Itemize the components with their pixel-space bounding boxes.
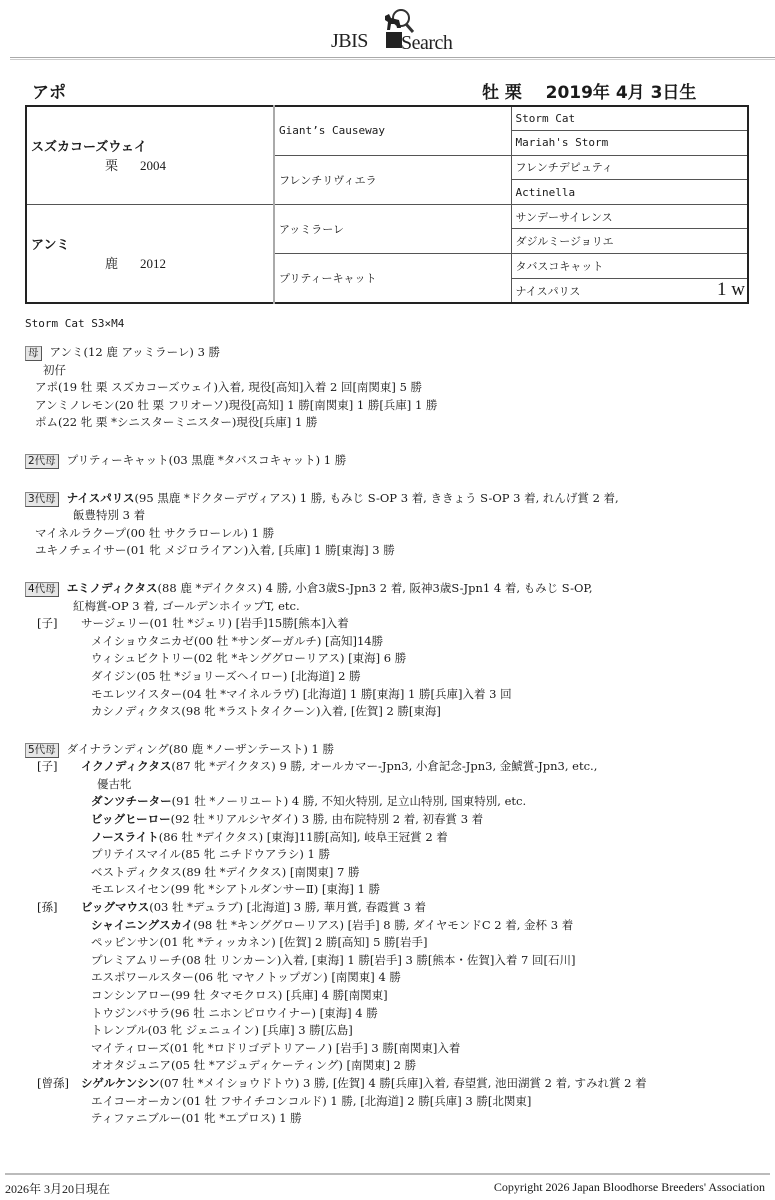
offspring-item: カシノディクタス(98 牝 *ラストタイクーン)入着, [佐賀] 2 勝[東海]	[91, 704, 441, 719]
horse-name: イクノディクタス	[81, 759, 172, 774]
horse-name: トレンブル	[91, 1023, 148, 1038]
offspring-item: ダイジン(05 牡 *ジョリーズヘイロー) [北海道] 2 勝	[91, 668, 361, 683]
child-item	[25, 881, 765, 899]
fourth-dam-name: エミノディクタス	[66, 580, 158, 595]
grandchild-item	[25, 952, 765, 970]
grandchild-item	[25, 1022, 765, 1040]
great-grandparent-cell[interactable]: フレンチデピュティ	[511, 155, 748, 180]
horse-record: (01 牝 *ロドリゴデトリアーノ) [岩手] 3 勝[南関東]入着	[169, 1040, 461, 1055]
sire-cell[interactable]	[26, 106, 274, 204]
horse-name: シゲルケンシン	[81, 1075, 160, 1090]
horse-record: (92 牡 *リアルシヤダイ) 3 勝, 由布院特別 2 着, 初春賞 3 着	[170, 812, 484, 827]
horse-record: (99 牝 *シアトルダンサーⅡ) [東海] 1 勝	[170, 882, 380, 897]
horse-record: (05 牡 *アジュディケーティング) [南関東] 2 勝	[170, 1058, 417, 1073]
grandparent-cell[interactable]: フレンチリヴィエラ	[274, 155, 511, 204]
horse-sex: 牡	[482, 83, 499, 103]
horse-name: ダンツチーター	[91, 794, 172, 809]
horse-profile	[482, 78, 696, 103]
sire-details	[31, 155, 273, 174]
third-dam-section	[25, 490, 765, 560]
horse-record: (89 牡 *デイクタス) [南関東] 7 勝	[181, 864, 360, 879]
second-dam-line: プリティーキャット(03 黒鹿 *タバスコキャット) 1 勝	[66, 452, 347, 467]
sire-name[interactable]: スズカコーズウェイ	[31, 140, 147, 156]
horse-name: ビッグヒーロー	[91, 812, 171, 827]
grandchild-item	[25, 1057, 765, 1075]
copyright: Copyright 2026 Japan Bloodhorse Breeders' Association	[493, 1180, 765, 1194]
dam-year: 2012	[140, 256, 167, 272]
logo-text-jbis: JBIS	[331, 30, 368, 52]
great-grandparent-cell[interactable]: Mariah's Storm	[511, 131, 748, 156]
dam-color: 鹿	[105, 256, 119, 272]
great-grandparent-cell[interactable]: ダジルミージョリエ	[511, 229, 748, 254]
great-grandparent-cell[interactable]: タバスコキャット	[511, 254, 748, 279]
child-item	[25, 758, 765, 776]
horse-name: エスポワールスター	[91, 970, 194, 985]
child-item	[25, 811, 765, 829]
third-dam-name: ナイスパリス	[66, 490, 135, 505]
great-grandchild-item	[25, 1093, 765, 1111]
offspring-item: モエレツイスター(04 牡 *マイネルラヴ) [北海道] 1 勝[東海] 1 勝[兵庫]入着 3 回	[91, 686, 512, 701]
header-divider	[10, 57, 775, 60]
horse-record: (98 牡 *キンググローリアス) [岩手] 8 勝, ダイヤモンドC 2 着, 金杯 3 着	[193, 917, 574, 932]
great-grandparent-cell[interactable]: Storm Cat	[511, 106, 748, 131]
horse-name: ティファニブルー	[91, 1111, 182, 1126]
child-item	[25, 829, 765, 847]
grandparent-cell[interactable]: プリティーキャット	[274, 254, 511, 303]
second-dam-section	[25, 452, 765, 470]
great-grandparent-name[interactable]: ナイスパリス	[515, 285, 581, 299]
horse-record: (99 牡 タマモクロス) [兵庫] 4 勝[南関東]	[170, 988, 388, 1002]
offspring-item: アポ(19 牡 栗 スズカコーズウェイ)入着, 現役[高知]入着 2 回[南関東] 5 勝	[35, 380, 423, 395]
children-tag: [子]	[37, 616, 58, 631]
horse-birthdate: 2019年 4月 3日生	[545, 83, 697, 103]
child-item	[25, 864, 765, 882]
child-item	[25, 793, 765, 811]
horse-name: ビッグマウス	[81, 900, 150, 915]
great-grandparent-cell[interactable]: Actinella	[511, 180, 748, 205]
grandparent-cell[interactable]: アッミラーレ	[274, 204, 511, 253]
fourth-dam-line: (88 鹿 *デイクタス) 4 勝, 小倉3歳S-Jpn3 2 着, 阪神3歳S-Jpn1 4 着, もみじ S-OP,	[157, 580, 593, 595]
inbreeding-note: Storm Cat S3×M4	[25, 317, 125, 330]
footer-divider	[5, 1173, 770, 1175]
horse-record: (96 牡 ニホンピロウイナー) [東海] 4 勝	[170, 1005, 378, 1020]
horse-record: (01 牡 フサイチコンコルド) 1 勝, [北海道] 2 勝[兵庫] 3 勝[北関東]	[182, 1093, 532, 1108]
horse-record: (86 牡 *デイクタス) [東海]11勝[高知], 岐阜王冠賞 2 着	[158, 829, 448, 844]
horse-name: プリテイスマイル	[91, 847, 181, 862]
offspring-item: アンミノレモン(20 牡 栗 フリオーソ)現役[高知] 1 勝[南関東] 1 勝[兵庫] 1 勝	[35, 397, 438, 412]
horse-name: エイコーオーカン	[91, 1093, 183, 1108]
pedigree-table	[25, 105, 749, 304]
logo-text-search: Search	[401, 32, 453, 54]
great-grandparent-cell[interactable]	[511, 278, 748, 303]
offspring-item: サージェリー(01 牡 *ジェリ) [岩手]15勝[熊本]入着	[81, 616, 349, 631]
fifth-dam-descendants	[25, 758, 765, 1127]
fourth-dam-cont: 紅梅賞-OP 3 着, ゴールデンホイップT, etc.	[73, 598, 300, 613]
fifth-dam-badge: 5代母	[25, 743, 59, 758]
horse-name: シャイニングスカイ	[91, 917, 194, 932]
third-dam-line: (95 黒鹿 *ドクターデヴィアス) 1 勝, もみじ S-OP 3 着, ききょう S-OP 3 着, れんげ賞 2 着,	[134, 490, 619, 505]
weight-mark: 1 w	[717, 279, 745, 301]
dam-name[interactable]: アンミ	[31, 238, 70, 254]
grandchild-item	[25, 987, 765, 1005]
fourth-dam-badge: 4代母	[25, 582, 59, 597]
grandchild-item	[25, 917, 765, 935]
offspring-item: ウィシュビクトリー(02 牝 *キンググローリアス) [東海] 6 勝	[91, 651, 407, 666]
great-grandchild-item	[25, 1110, 765, 1128]
child-cont: 優古牝	[97, 776, 132, 791]
horse-record: (85 牝 ニチドウアラシ) 1 勝	[180, 847, 330, 862]
horse-name: ノースライト	[91, 829, 159, 844]
dam-line: アンミ(12 鹿 アッミラーレ) 3 勝	[49, 345, 221, 359]
grandchild-item	[25, 969, 765, 987]
horse-name: ベストディクタス	[91, 864, 182, 879]
second-dam-badge: 2代母	[25, 454, 59, 469]
dam-badge: 母	[25, 346, 42, 361]
great-grandchild-tag: [曾孫]	[37, 1075, 69, 1090]
jbis-search-logo[interactable]	[325, 6, 465, 56]
horse-record: (07 牡 *メイショウドトウ) 3 勝, [佐賀] 4 勝[兵庫]入着, 春望賞, 池田湖賞 2 着, すみれ賞 2 着	[159, 1075, 647, 1090]
great-grandchild-item	[25, 1075, 765, 1093]
horse-name: ペッピンサン	[91, 935, 160, 950]
horse-color: 栗	[504, 83, 522, 103]
offspring-item: マイネルラクープ(00 牡 サクラローレル) 1 勝	[35, 525, 275, 540]
grandchild-item	[25, 899, 765, 917]
offspring-item: メイショウタニカゼ(00 牡 *サンダーガルチ) [高知]14勝	[91, 633, 384, 648]
dam-cell[interactable]	[26, 204, 274, 302]
horse-record: (87 牝 *デイクタス) 9 勝, オールカマー-Jpn3, 小倉記念-Jpn3, 金鯱賞-Jpn3, etc.,	[171, 759, 598, 774]
horse-record: (01 牝 *エプロス) 1 勝	[181, 1111, 302, 1126]
fifth-dam-section	[25, 741, 765, 1128]
horse-record: (03 牝 ジェニュイン) [兵庫] 3 勝[広島]	[147, 1023, 353, 1038]
sire-color: 栗	[105, 158, 119, 174]
horse-name: アポ	[32, 83, 66, 103]
horse-name: プレミアムリーチ	[91, 952, 182, 967]
dam-section	[25, 344, 765, 432]
horse-name: オオタジュニア	[91, 1058, 171, 1073]
offspring-item: ユキノチェイサー(01 牝 メジロライアン)入着, [兵庫] 1 勝[東海] 3 勝	[35, 543, 395, 558]
grandparent-cell[interactable]: Giant’s Causeway	[274, 106, 511, 155]
sire-year: 2004	[140, 158, 167, 174]
grandchild-tag: [孫]	[37, 900, 58, 915]
horse-name: コンシンアロー	[91, 988, 171, 1002]
third-dam-cont: 飯豊特別 3 着	[73, 508, 146, 523]
fifth-dam-line: ダイナランディング(80 鹿 *ノーザンテースト) 1 勝	[66, 741, 334, 756]
grandchild-item	[25, 1005, 765, 1023]
third-dam-badge: 3代母	[25, 492, 59, 507]
great-grandparent-cell[interactable]: サンデーサイレンス	[511, 204, 748, 229]
grandchild-item	[25, 1040, 765, 1058]
horse-record: (03 牡 *デュラブ) [北海道] 3 勝, 華月賞, 春霞賞 3 着	[149, 900, 427, 915]
horse-record: (08 牡 リンカーン)入着, [東海] 1 勝[岩手] 3 勝[熊本・佐賀]入着 7 回[石川]	[181, 952, 576, 967]
child-item	[25, 846, 765, 864]
offspring-item: ポム(22 牝 栗 *シニスターミニスター)現役[兵庫] 1 勝	[35, 415, 318, 430]
horse-name: モエレスイセン	[91, 882, 171, 897]
fourth-dam-section	[25, 580, 765, 721]
dam-note: 初仔	[43, 362, 66, 377]
child-tag: [子]	[37, 759, 58, 774]
grandchild-item	[25, 934, 765, 952]
horse-record: (06 牝 マヤノトップガン) [南関東] 4 勝	[193, 970, 401, 985]
as-of-date: 2026年 3月20日現在	[5, 1182, 111, 1196]
family-section	[25, 344, 765, 1128]
horse-name: トウジンバサラ	[91, 1005, 171, 1020]
horse-name: マイティローズ	[91, 1040, 170, 1055]
horse-record: (91 牡 *ノーリユート) 4 勝, 不知火特別, 足立山特別, 国東特別, etc.	[171, 794, 527, 809]
dam-details	[31, 253, 273, 272]
horse-record: (01 牝 *ティッカネン) [佐賀] 2 勝[高知] 5 勝[岩手]	[159, 935, 428, 950]
